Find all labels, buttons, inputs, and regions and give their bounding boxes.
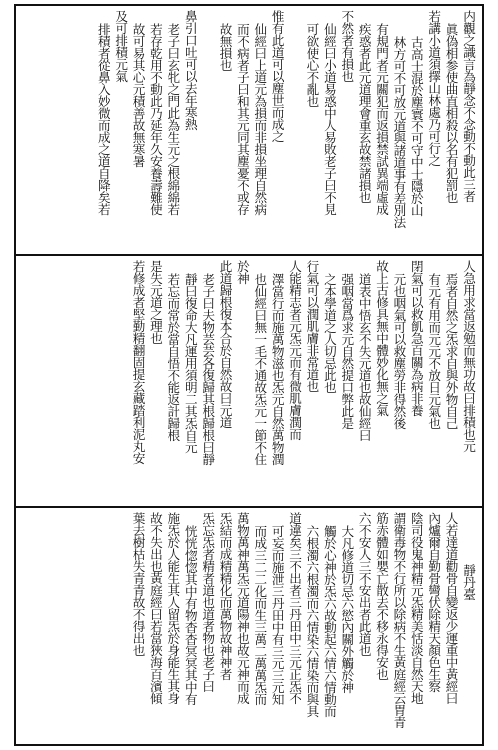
text-column: 也仙經曰無一毛不通故炁元一節不住 — [252, 273, 268, 465]
column-group — [22, 512, 476, 740]
text-column: 有元有用而元元不放日元氣也 — [426, 273, 442, 429]
text-column: 澤當行而施萬物滋也炁元自然萬物潤 — [269, 273, 285, 465]
column-gap — [286, 10, 302, 250]
text-column: 施炁於人能生其人留炁於身能生其身 — [165, 512, 181, 704]
text-column: 排積者從鼻入妙微而成之道自降矣若 — [95, 23, 111, 215]
text-column: 惟有此道可以塵世而成之 — [269, 10, 285, 142]
text-column: 之本學道之人切忌此也 — [321, 273, 337, 393]
text-band-middle — [16, 256, 482, 508]
text-column: 疾惑者此元道理會重玄故禁諸損也 — [356, 23, 372, 203]
text-column: 老子曰夫物芸芸各復歸其根歸根曰靜 — [200, 273, 216, 465]
text-column: 有規門者元關犯而返損禁試異端虛成 — [374, 23, 390, 215]
text-column: 强咽當爲求元自然提口弊此是 — [339, 273, 355, 429]
text-column: 靜曰復命大凡運用須明二其炁自元 — [182, 273, 198, 453]
text-column: 故上古修具無中體妙化無之氣 — [374, 260, 390, 416]
text-column: 而成三二二化而生三萬二萬萬炁而 — [252, 525, 268, 705]
text-column: 古高士混於塵寰不可守中士隱於山 — [408, 36, 424, 216]
column-group — [22, 10, 476, 250]
text-column: 靜丹臺 — [461, 564, 476, 600]
text-column: 若忘而常於當自悟不能返計歸根 — [165, 273, 181, 441]
text-column: 道表中悟玄不失元道也故仙經曰 — [356, 273, 372, 441]
text-column: 陰司役鬼神精元炁精美恬淡自然天地 — [408, 512, 424, 704]
text-column: 炁忘炁者精者道也道者物也老子曰 — [200, 512, 216, 692]
text-column: 道違矣三不出者三丹田中三元正炁不 — [287, 512, 303, 704]
text-column: 恍恍惚惚其中有物杳杳冥冥其中有 — [182, 525, 198, 705]
text-band-bottom — [16, 508, 482, 744]
text-column: 若存乾用不動此乃延年久安養壽難使 — [147, 23, 163, 215]
text-column: 林方可不可放元道與諸道事有差別法 — [391, 36, 407, 228]
text-column: 可欲使心不亂也 — [304, 23, 320, 107]
text-column: 葉去樹枯失青青故不得出也 — [130, 512, 146, 656]
text-band-top — [16, 6, 482, 256]
text-column: 閉氣可以救飢急百關為病非養 — [408, 260, 424, 416]
text-column: 焉者自然之炁求自與外物自己 — [443, 273, 459, 429]
text-column: 仙經曰小道易惑中人易敗老子曰不見 — [321, 23, 337, 215]
text-column: 元也咽氣可以救塵勞非得然後 — [391, 273, 407, 429]
text-column: 老子曰玄牝之門此為生元之根綿綿若 — [165, 23, 181, 215]
text-column: 筋赤體如嬰亡散去不移永得安也 — [374, 512, 390, 680]
text-column: 是失元道之理也 — [147, 260, 163, 344]
text-column: 六根濁六根濁而六情染六情染而與具 — [304, 525, 320, 717]
text-column: 内觀之識言為靜念不念動不動此三者 — [461, 10, 476, 202]
text-column: 眞偽相参使曲直相殺以名有犯罰也 — [443, 23, 459, 203]
text-column: 於神 — [234, 260, 250, 284]
text-column: 謂衛毒物不行所以除病不生黃庭經云胃青 — [391, 512, 407, 728]
text-column: 觸於心神於炁六故動起六情六情動而 — [321, 525, 337, 717]
text-column: 若修成者堅勤精翻固提玄藏踏利泥丸安 — [130, 260, 146, 464]
column-gap — [199, 10, 215, 250]
column-group — [22, 260, 476, 502]
text-column: 六不安人三不安出者此道也 — [356, 512, 372, 656]
text-column: 鼻引口吐可以去年寒熱 — [182, 10, 198, 130]
text-column: 人若達道勸骨自變返少運重中黃經曰 — [443, 512, 459, 704]
text-column: 故可易其心元積善故無寒暑 — [130, 23, 146, 167]
text-column: 仙經曰上道元為損而非損坐理自然病 — [252, 23, 268, 215]
text-column: 若講小道須擇山林處乃可行之 — [426, 10, 442, 166]
text-column: 內爐爾自勤骨彎伏除精天顏色生察 — [426, 512, 442, 692]
text-column: 萬物萬神萬炁元道陽神也故元神而成 — [234, 512, 250, 704]
text-column: 而不病者子曰和其元同其塵憂不或存 — [234, 23, 250, 215]
scripture-page — [14, 4, 484, 746]
text-column: 此道歸根復本合於自然故曰元道 — [217, 260, 233, 428]
text-column: 及可排積元氣 — [113, 10, 129, 82]
text-column: 人能精志者元炁元而有微肌膚潤而 — [287, 260, 303, 440]
text-column: 大凡修道切忌六慾內關外觸於神 — [339, 525, 355, 693]
text-column: 炁結而成精精化而萬物故神神者 — [217, 512, 233, 680]
text-column: 行氣可以潤肌膚非常道也 — [304, 260, 320, 392]
text-column: 可妄而施泄三丹田中有三元三元知 — [269, 525, 285, 705]
text-column: 不然者有損也 — [339, 10, 355, 82]
text-column: 故無損也 — [217, 23, 233, 71]
text-column: 人急用求當返勉而無功故曰排積也元 — [461, 260, 476, 452]
text-column: 故不失出也黃庭經曰若當狹海百濱傾 — [147, 512, 163, 704]
